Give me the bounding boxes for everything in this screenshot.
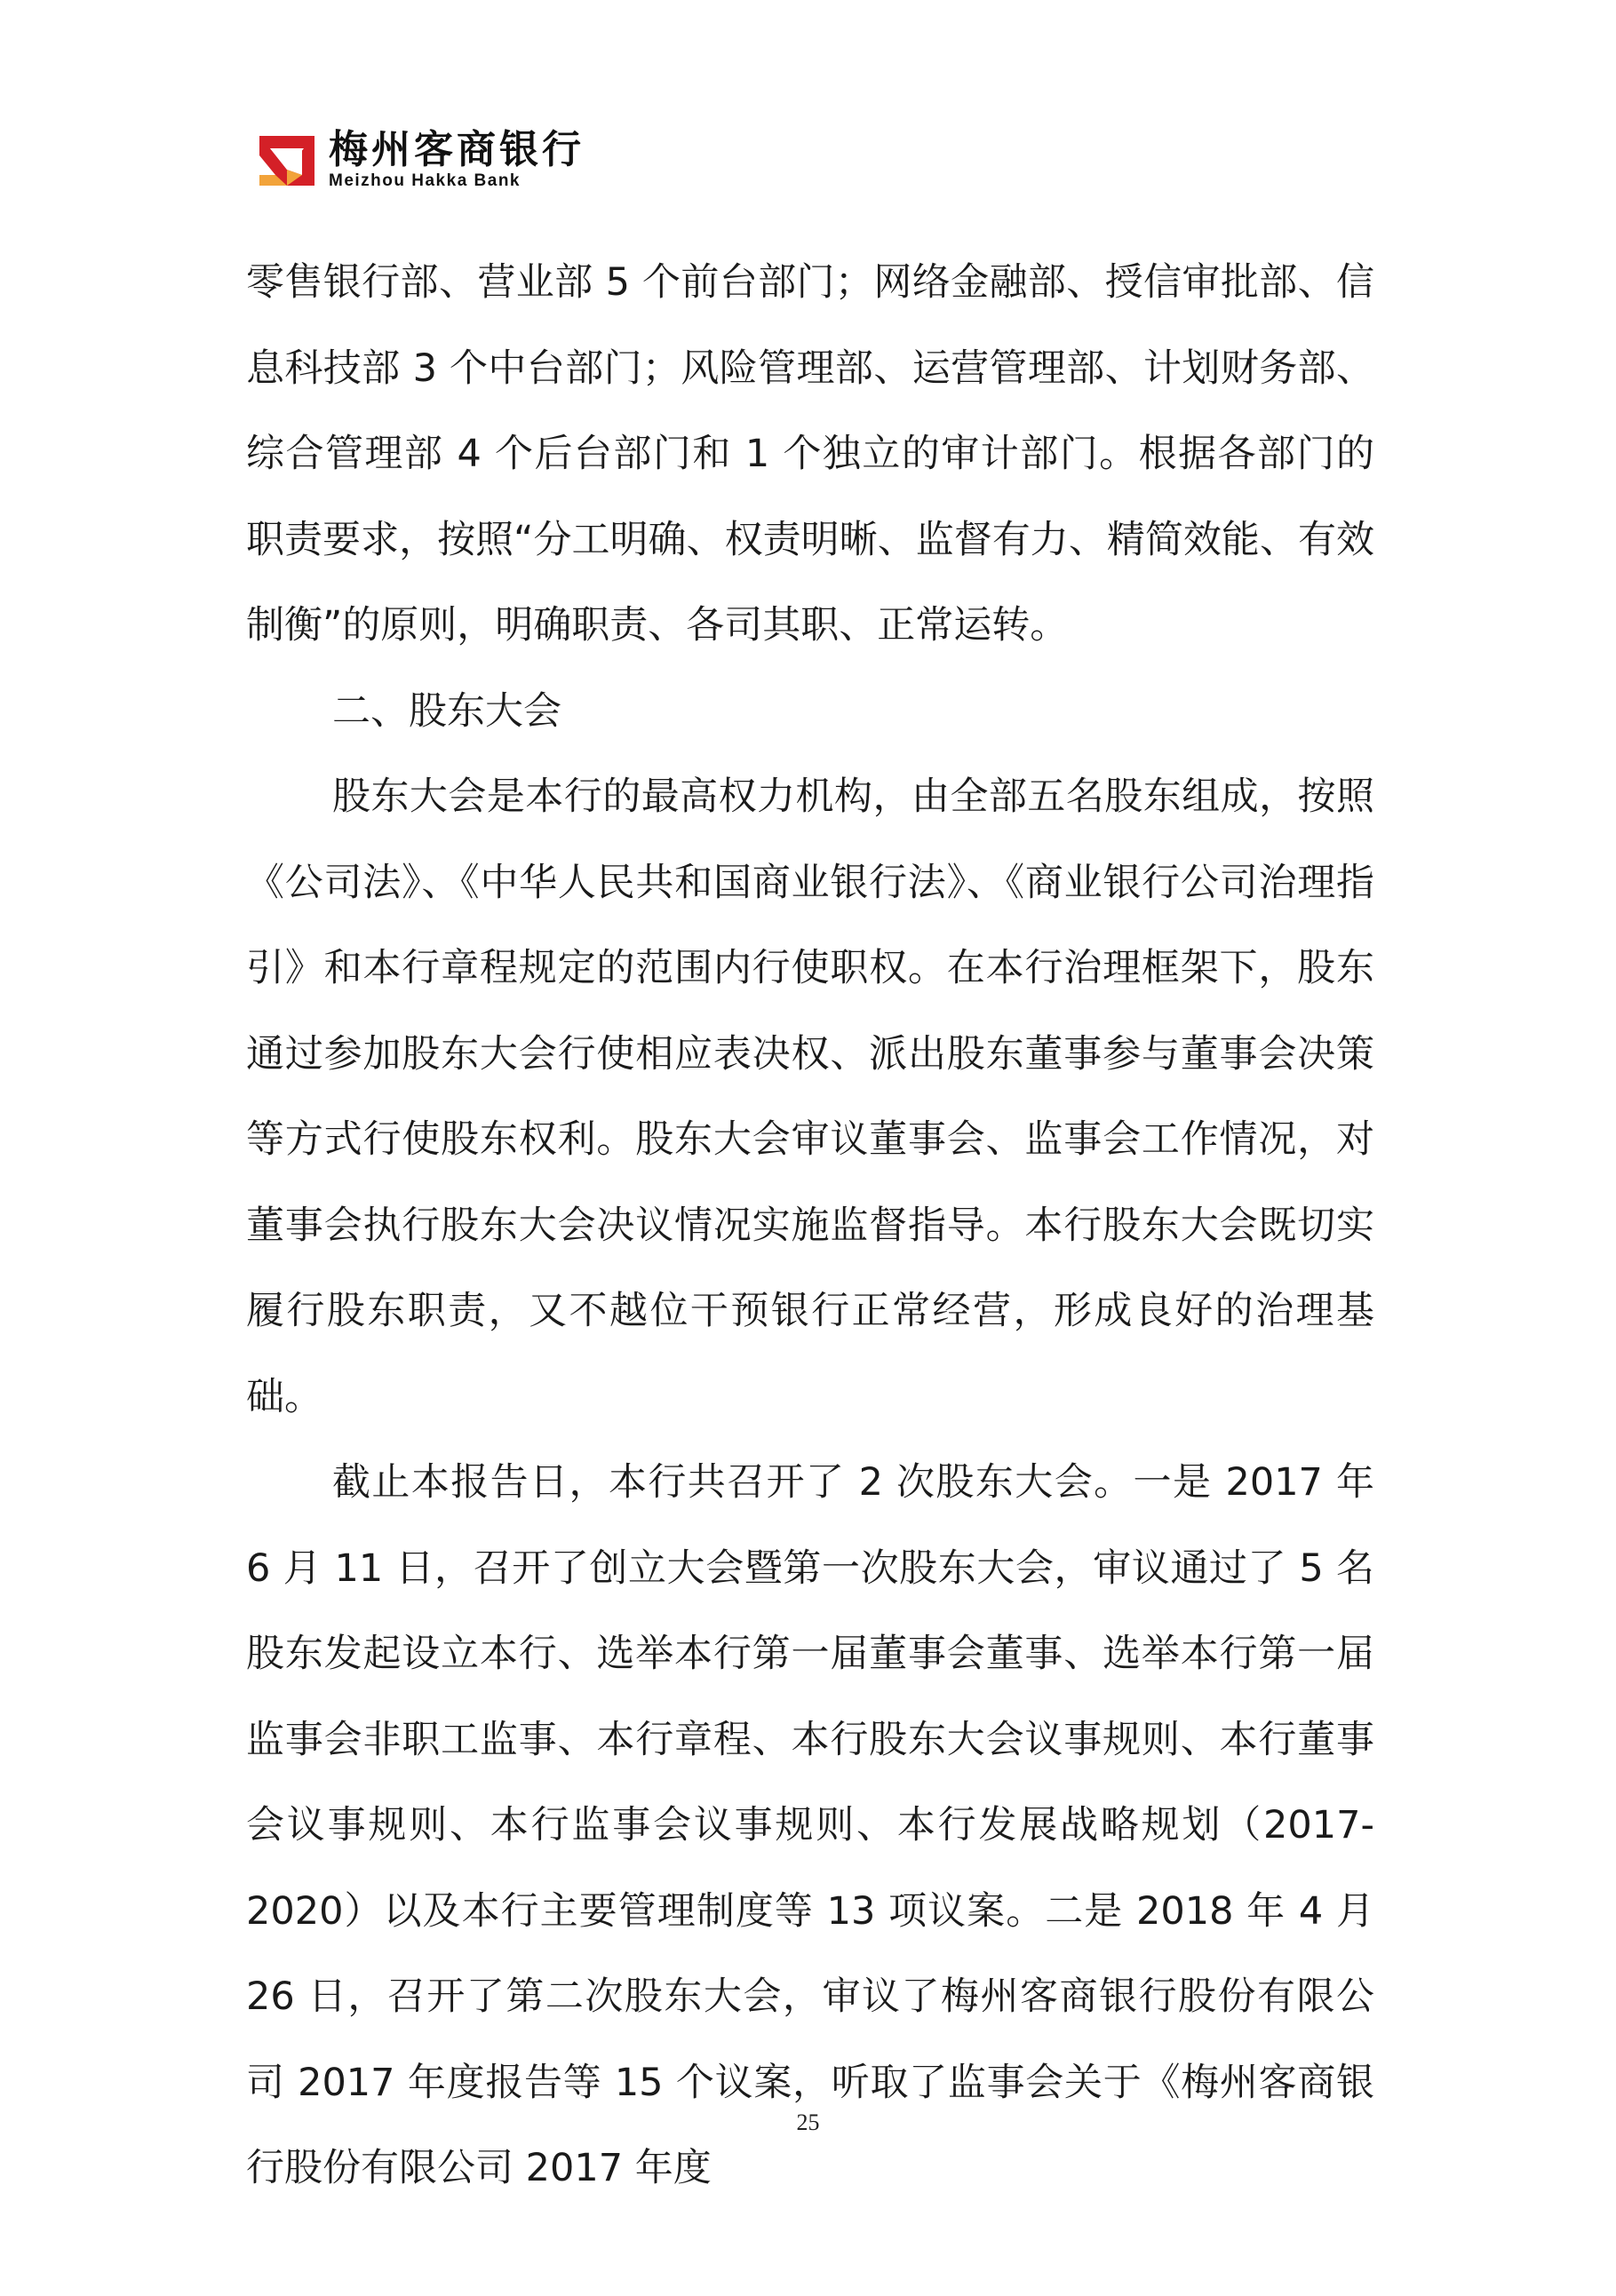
brand-name-english: Meizhou Hakka Bank xyxy=(329,171,521,190)
paragraph-meetings-held: 截止本报告日，本行共召开了 2 次股东大会。一是 2017 年 6 月 11 日，召开了创立大会暨第一次股东大会，审议通过了 5 名股东发起设立本行、选举本行第一届董事会董事、选举本行第一届监事会非职工监事、本行章程、本行股东大会议事规则、本行董事会议事规则、本行监事会议事规则、本行发展战略规划（2017-2020）以及本行主要管理制度等 13 项议案。二是 2018 年 4 月 26 日，召开了第二次股东大会，审议了梅州客商银行股份有限公司 2017 年度报告等 15 个议案，听取了监事会关于《梅州客商银行股份有限公司 2017 年度 xyxy=(246,1460,1374,2190)
paragraph-shareholders-meeting: 股东大会是本行的最高权力机构，由全部五名股东组成，按照《公司法》、《中华人民共和国商业银行法》、《商业银行公司治理指引》和本行章程规定的范围内行使职权。在本行治理框架下，股东通过参加股东大会行使相应表决权、派出股东董事参与董事会决策等方式行使股东权利。股东大会审议董事会、监事会工作情况，对董事会执行股东大会决议情况实施监督指导。本行股东大会既切实履行股东职责，又不越位干预银行正常经营，形成良好的治理基础。 xyxy=(246,775,1374,1419)
page-number: 25 xyxy=(796,2109,820,2135)
bank-logo-icon xyxy=(258,131,316,189)
page-header xyxy=(258,124,585,195)
brand-name-chinese: 梅州客商银行 xyxy=(329,127,585,172)
document-body xyxy=(246,240,1374,2212)
paragraph-departments: 零售银行部、营业部 5 个前台部门；网络金融部、授信审批部、信息科技部 3 个中台部门；风险管理部、运营管理部、计划财务部、综合管理部 4 个后台部门和 1 个独立的审计部门。根据各部门的职责要求，按照“分工明确、权责明晰、监督有力、精简效能、有效制衡”的原则，明确职责、各司其职、正常运转。 xyxy=(246,260,1374,647)
brand-name xyxy=(329,129,585,191)
section-heading: 二、股东大会 xyxy=(332,688,561,734)
